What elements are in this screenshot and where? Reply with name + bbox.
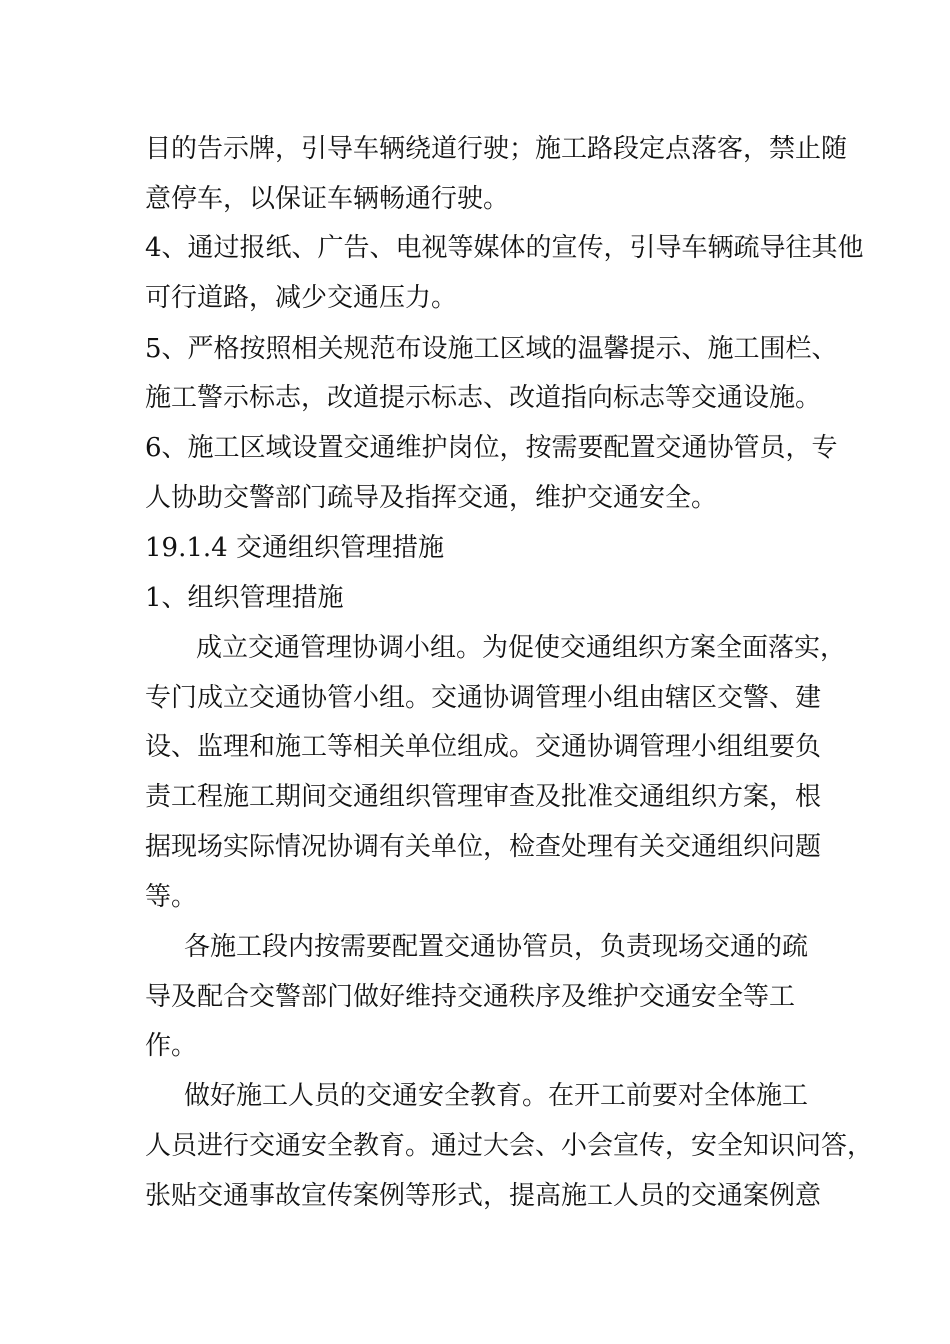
text-line: 等。	[145, 882, 198, 912]
text-line: 人员进行交通安全教育。通过大会、小会宣传，安全知识问答，	[145, 1131, 874, 1161]
paragraph-first-line: 成立交通管理协调小组。为促使交通组织方案全面落实，	[196, 633, 847, 663]
paragraph-first-line: 各施工段内按需要配置交通协管员，负责现场交通的疏	[184, 932, 809, 962]
text-line: 责工程施工期间交通组织管理审查及批准交通组织方案，根	[145, 782, 822, 812]
paragraph-first-line: 做好施工人员的交通安全教育。在开工前要对全体施工	[184, 1081, 809, 1111]
text-line: 6、施工区域设置交通维护岗位，按需要配置交通协管员，专	[145, 433, 838, 463]
text-line: 可行道路，减少交通压力。	[145, 283, 458, 313]
text-line: 设、监理和施工等相关单位组成。交通协调管理小组组要负	[145, 732, 822, 762]
text-line: 导及配合交警部门做好维持交通秩序及维护交通安全等工	[145, 982, 796, 1012]
text-line: 目的告示牌，引导车辆绕道行驶；施工路段定点落客，禁止随	[145, 134, 848, 164]
text-line: 据现场实际情况协调有关单位，检查处理有关交通组织问题	[145, 832, 822, 862]
text-line: 作。	[145, 1031, 198, 1061]
text-line: 意停车，以保证车辆畅通行驶。	[145, 184, 510, 214]
text-line: 施工警示标志，改道提示标志、改道指向标志等交通设施。	[145, 383, 822, 413]
section-heading: 19.1.4 交通组织管理措施	[145, 533, 444, 563]
text-line: 人协助交警部门疏导及指挥交通，维护交通安全。	[145, 483, 718, 513]
text-line: 张贴交通事故宣传案例等形式，提高施工人员的交通案例意	[145, 1181, 822, 1211]
text-line: 专门成立交通协管小组。交通协调管理小组由辖区交警、建	[145, 683, 822, 713]
text-line: 4、通过报纸、广告、电视等媒体的宣传，引导车辆疏导往其他	[145, 233, 864, 263]
text-line: 5、严格按照相关规范布设施工区域的温馨提示、施工围栏、	[145, 334, 838, 364]
subsection-heading: 1、组织管理措施	[145, 583, 344, 613]
